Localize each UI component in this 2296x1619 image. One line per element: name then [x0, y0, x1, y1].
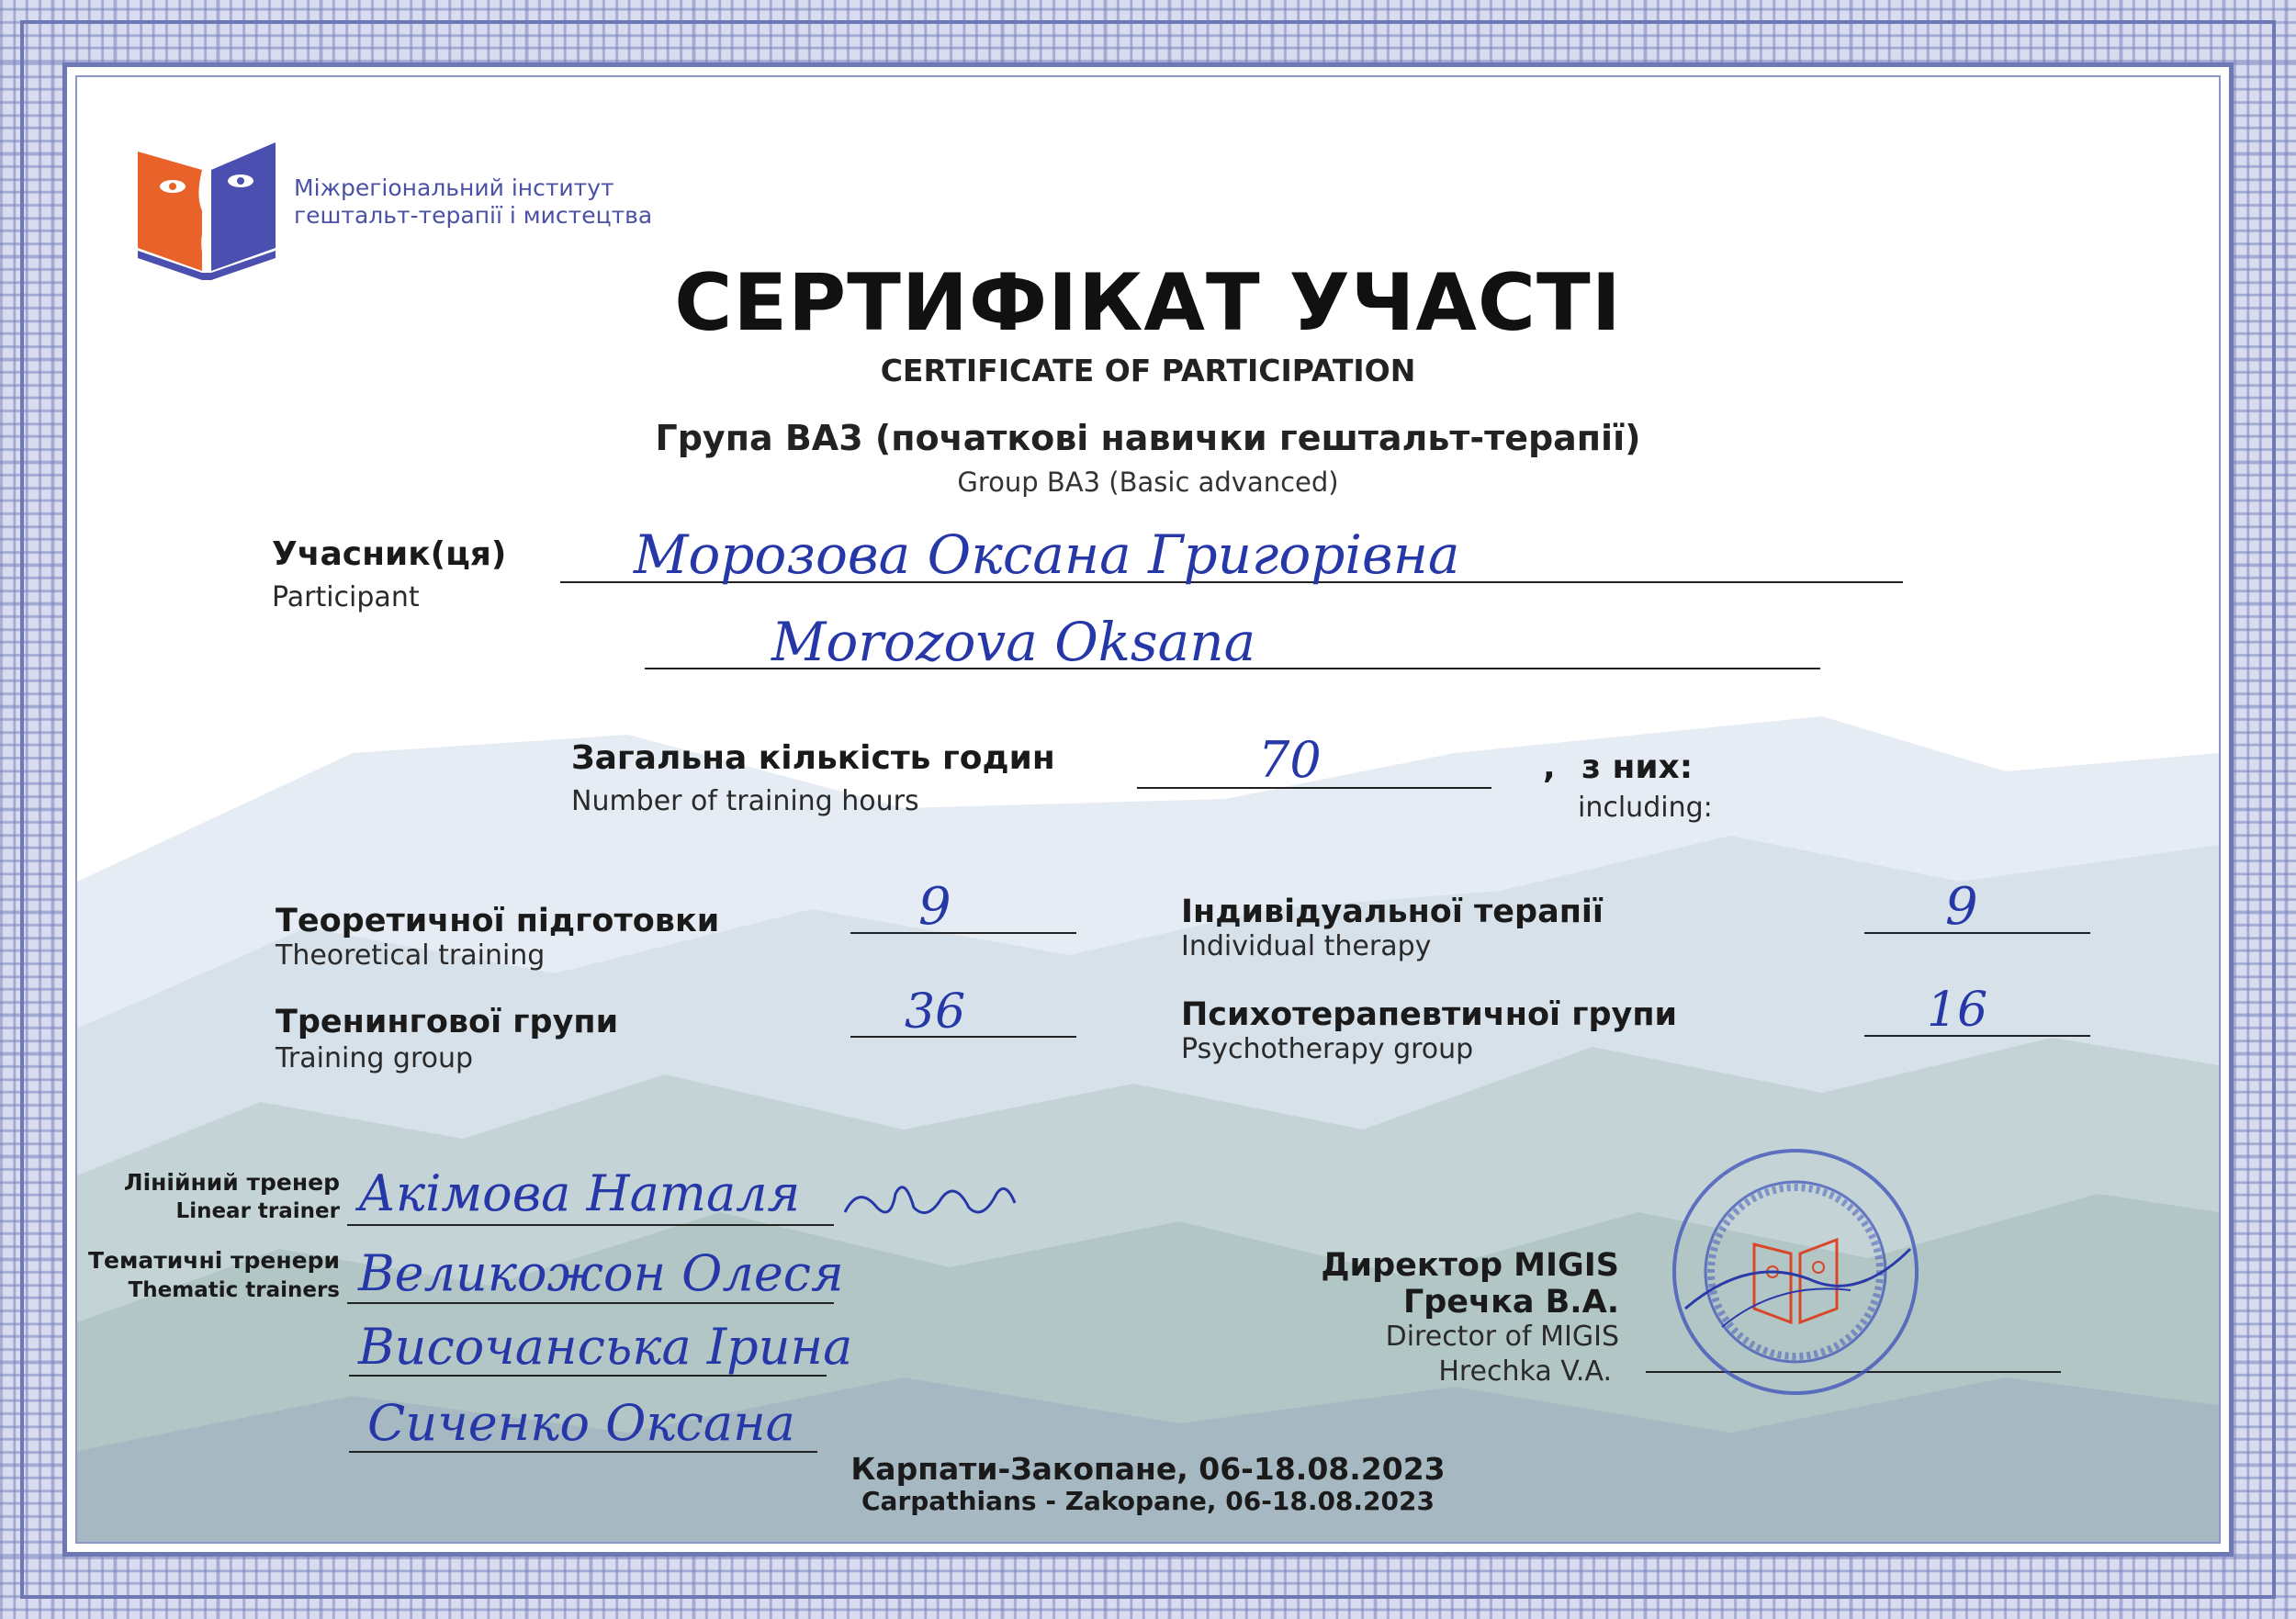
linear-trainer-line [347, 1224, 834, 1226]
theoretical-label-en: Theoretical training [276, 939, 546, 972]
place-date-en: Carpathians - Zakopane, 06-18.08.2023 [861, 1486, 1435, 1516]
comma-separator: , [1543, 748, 1556, 786]
theoretical-value: 9 [918, 877, 951, 937]
theoretical-line [850, 932, 1076, 934]
institute-name [294, 174, 652, 230]
director-name-en: Hrechka V.A. [1438, 1355, 1612, 1388]
director-title: Директор MIGIS [1321, 1247, 1619, 1284]
including-label: з них: [1581, 748, 1694, 786]
certificate-title: СЕРТИФІКАТ УЧАСТІ [674, 257, 1622, 349]
theoretical-label: Теоретичної підготовки [276, 903, 720, 939]
linear-trainer-signature [840, 1166, 1024, 1231]
psychotherapy-group-value: 16 [1927, 983, 1988, 1038]
psychotherapy-group-label-en: Psychotherapy group [1181, 1033, 1474, 1065]
thematic-trainers-label: Тематичні тренери [87, 1247, 340, 1274]
thematic-trainer-name-2: Височанська Ірина [358, 1318, 853, 1376]
linear-trainer-name: Акімова Наталя [358, 1164, 801, 1222]
group-title-en: Group ВА3 (Basic advanced) [957, 467, 1339, 498]
thematic-trainers-label-en: Thematic trainers [128, 1278, 340, 1302]
total-hours-value: 70 [1258, 731, 1322, 789]
psychotherapy-group-label: Психотерапевтичної групи [1181, 996, 1678, 1033]
thematic-trainer-line-1 [347, 1302, 834, 1304]
participant-name-en: Morozova Oksana [771, 611, 1256, 673]
institute-name-line2: гештальт-терапії і мистецтва [294, 202, 653, 229]
training-group-value: 36 [905, 984, 966, 1040]
institute-seal [1667, 1143, 1924, 1400]
institute-name-line1: Міжрегіональний інститут [294, 174, 614, 201]
linear-trainer-label: Лінійний тренер [123, 1169, 340, 1196]
training-group-label-en: Training group [276, 1042, 474, 1074]
director-title-en: Director of MIGIS [1385, 1321, 1619, 1353]
total-hours-label-en: Number of training hours [571, 785, 919, 817]
training-group-label: Тренингової групи [276, 1004, 619, 1040]
participant-name-ua: Морозова Оксана Григорівна [634, 523, 1460, 586]
director-name: Гречка В.А. [1402, 1284, 1619, 1321]
individual-therapy-label-en: Individual therapy [1181, 930, 1432, 962]
thematic-trainer-name-1: Великожон Олеся [358, 1244, 844, 1302]
total-hours-label: Загальна кількість годин [571, 739, 1055, 777]
participant-label: Учасник(ця) [272, 535, 507, 573]
including-label-en: including: [1578, 792, 1713, 824]
individual-therapy-label: Індивідуальної терапії [1181, 894, 1604, 930]
group-title: Група ВА3 (початкові навички гештальт-терапії) [655, 418, 1641, 458]
linear-trainer-label-en: Linear trainer [175, 1199, 340, 1223]
certificate-title-en: CERTIFICATE OF PARTICIPATION [880, 353, 1416, 388]
thematic-trainer-name-3: Сиченко Оксана [367, 1394, 795, 1452]
place-date: Карпати-Закопане, 06-18.08.2023 [850, 1451, 1446, 1487]
participant-label-en: Participant [272, 581, 420, 613]
individual-therapy-value: 9 [1945, 877, 1978, 937]
